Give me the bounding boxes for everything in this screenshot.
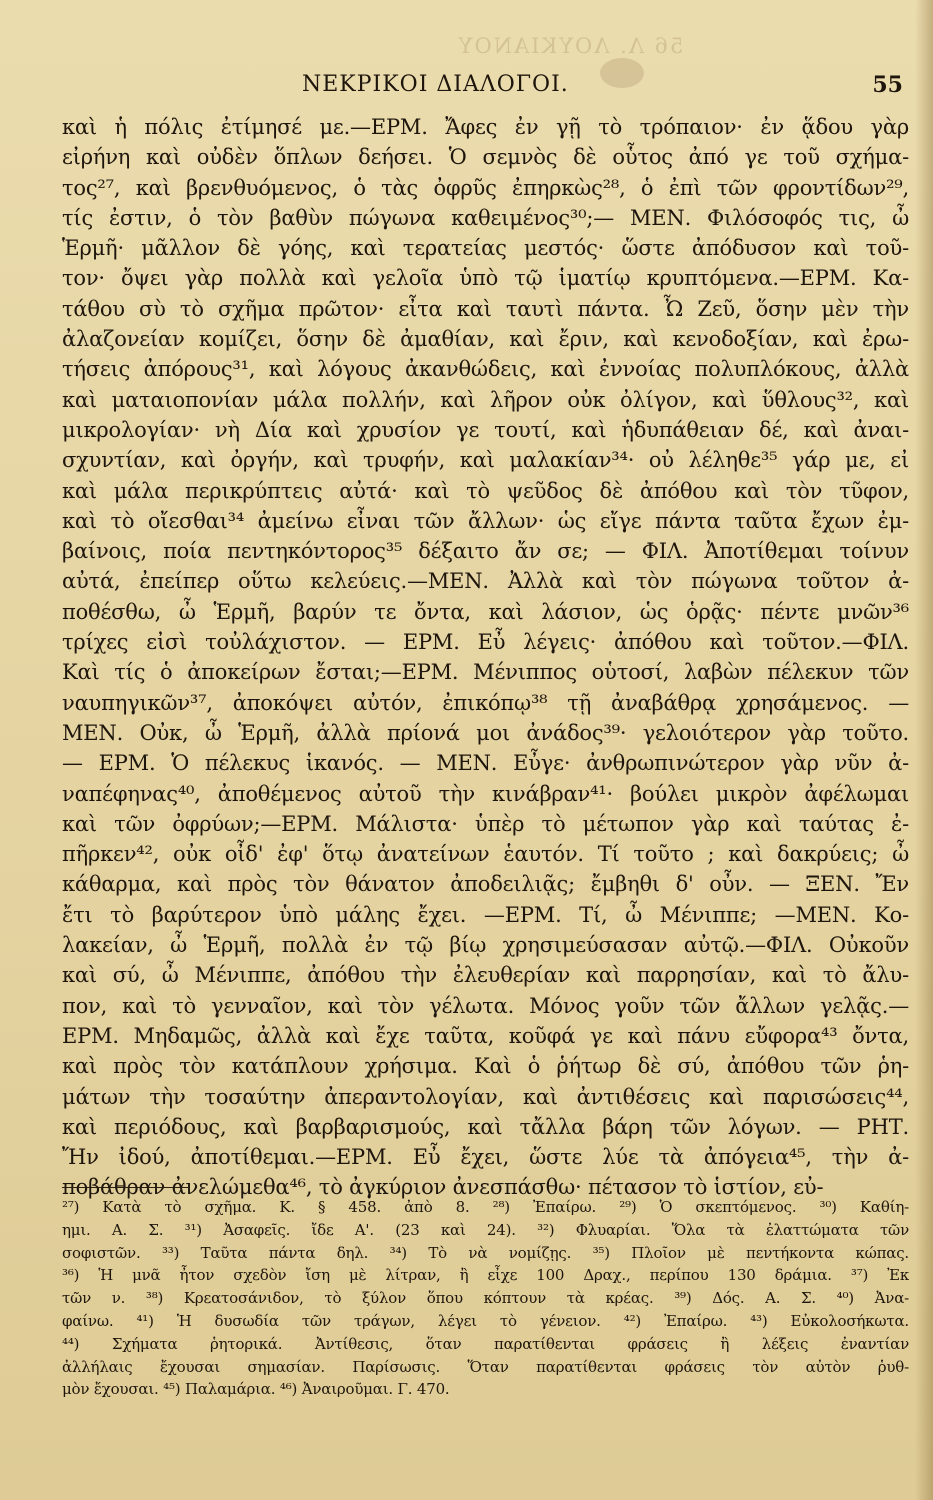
body-line: καὶ τὸ οἴεσθαι³⁴ ἀμείνω εἶναι τῶν ἄλλων· ὡς εἴγε πάντα ταῦτα ἔχων ἐμ- (62, 508, 909, 533)
body-line: καὶ τῶν ὀφρύων;—ΕΡΜ. Μάλιστα· ὑπὲρ τὸ μέτωπον γὰρ καὶ ταύτας ἐ- (62, 811, 909, 836)
footnote-line: ἀλλήλαις ἔχουσαι σημασίαν. Παρίσωσις. Ὅταν παρατίθενται φράσεις τὸν αὐτὸν ῥυθ- (62, 1357, 909, 1376)
body-line: τήσεις ἀπόρους³¹, καὶ λόγους ἀκανθώδεις, καὶ ἐννοίας πολυπλόκους, ἀλλὰ (62, 357, 909, 382)
body-line: βαίνοις, ποία πεντηκόντορος³⁵ δέξαιτο ἄν σε; — ΦΙΛ. Ἀποτίθεμαι τοίνυν (62, 539, 909, 564)
body-line: μάτων τὴν τοσαύτην ἀπεραντολογίαν, καὶ ἀντιθέσεις καὶ παρισώσεις⁴⁴, (62, 1084, 909, 1109)
body-line: καὶ ματαιοπονίαν μάλα πολλήν, καὶ λῆρον οὐκ ὀλίγον, καὶ ὕθλους³², καὶ (62, 387, 909, 412)
page-number: 55 (872, 72, 903, 98)
body-line: ποθέσθω, ὦ Ἑρμῆ, βαρύν τε ὄντα, καὶ λάσιον, ὡς ὁρᾷς· πέντε μνῶν³⁶ (62, 599, 909, 624)
body-line: μικρολογίαν· νὴ Δία καὶ χρυσίον γε τουτί, καὶ ἡδυπάθειαν δέ, καὶ ἀναι- (62, 417, 909, 442)
body-line: ποβάθραν ἀνελώμεθα⁴⁶, τὸ ἀγκύριον ἀνεσπάσθω· πέτασον τὸ ἱστίον, εὐ- (62, 1175, 824, 1200)
body-line: τρίχες εἰσὶ τοὐλάχιστον. — ΕΡΜ. Εὖ λέγεις· ἀπόθου καὶ τοῦτον.—ΦΙΛ. (62, 630, 909, 655)
footnote-line: σοφιστῶν. ³³) Ταῦτα πάντα δηλ. ³⁴) Τὸ νὰ νομίζῃς. ³⁵) Πλοῖον μὲ πεντήκοντα κώπας. (62, 1243, 909, 1262)
body-line: — ΕΡΜ. Ὁ πέλεκυς ἱκανός. — ΜΕΝ. Εὖγε· ἀνθρωπινώτερον γὰρ νῦν ἀ- (62, 751, 909, 776)
body-line: κάθαρμα, καὶ πρὸς τὸν θάνατον ἀποδειλιᾷς; ἔμβηθι δ' οὖν. — ΞΕΝ. Ἔν (62, 872, 909, 897)
body-line: τίς ἐστιν, ὁ τὸν βαθὺν πώγωνα καθειμένος³⁰;— ΜΕΝ. Φιλόσοφός τις, ὦ (62, 205, 909, 230)
footnote-line: ²⁷) Κατὰ τὸ σχῆμα. Κ. § 458. ἀπὸ 8. ²⁸) Ἐπαίρω. ²⁹) Ὁ σκεπτόμενος. ³⁰) Καθίη- (62, 1198, 909, 1216)
footnote-rule (62, 1187, 190, 1188)
body-line: καὶ σύ, ὦ Μένιππε, ἀπόθου τὴν ἐλευθερίαν καὶ παρρησίαν, καὶ τὸ ἄλυ- (62, 963, 909, 988)
body-line: αὐτά, ἐπείπερ οὕτω κελεύεις.—ΜΕΝ. Ἀλλὰ καὶ τὸν πώγωνα τοῦτον ἀ- (62, 569, 909, 594)
footnote-line: μὸν ἔχουσαι. ⁴⁵) Παλαμάρια. ⁴⁶) Ἀναιροῦμαι. Γ. 470. (62, 1380, 450, 1399)
footnote-line: τῶν ν. ³⁸) Κρεατοσάνιδον, τὸ ξύλον ὅπου κόπτουν τὰ κρέας. ³⁹) Δός. Α. Σ. ⁴⁰) Ἀνα- (62, 1289, 909, 1308)
body-line: τάθου σὺ τὸ σχῆμα πρῶτον· εἶτα καὶ ταυτὶ πάντα. Ὦ Ζεῦ, ὅσην μὲν τὴν (62, 296, 909, 321)
body-line: Καὶ τίς ὁ ἀποκείρων ἔσται;—ΕΡΜ. Μένιππος οὑτοσί, λαβὼν πέλεκυν τῶν (62, 660, 909, 685)
body-line: ἀλαζονείαν κομίζει, ὅσην δὲ ἀμαθίαν, καὶ ἔριν, καὶ κενοδοξίαν, καὶ ἐρω- (62, 327, 909, 352)
body-line: ΜΕΝ. Οὐκ, ὦ Ἑρμῆ, ἀλλὰ πρίονά μοι ἀνάδος³⁹· γελοιότερον γὰρ τοῦτο. (62, 720, 909, 745)
body-line: καὶ περιόδους, καὶ βαρβαρισμούς, καὶ τἄλλα βάρη τῶν λόγων. — ΡΗΤ. (62, 1114, 909, 1139)
body-line: Ἤν ἰδού, ἀποτίθεμαι.—ΕΡΜ. Εὖ ἔχει, ὥστε λύε τὰ ἀπόγεια⁴⁵, τὴν ἀ- (62, 1145, 909, 1170)
body-line: τος²⁷, καὶ βρενθυόμενος, ὁ τὰς ὀφρῦς ἐπηρκὼς²⁸, ὁ ἐπὶ τῶν φροντίδων²⁹, (62, 175, 909, 200)
footnote-line: φαίνω. ⁴¹) Ἡ δυσωδία τῶν τράγων, λέγει τὸ γένειον. ⁴²) Ἐπαίρω. ⁴³) Εὐκολοσήκωτα. (62, 1311, 909, 1330)
body-line: καὶ πρὸς τὸν κατάπλουν χρήσιμα. Καὶ ὁ ῥήτωρ δὲ σύ, ἀπόθου τῶν ῥη- (62, 1054, 909, 1079)
body-text (62, 112, 909, 1203)
body-line: ἔτι τὸ βαρύτερον ὑπὸ μάλης ἔχει. —ΕΡΜ. Τί, ὦ Μένιππε; —ΜΕΝ. Κο- (62, 902, 909, 927)
body-line: πῆρκεν⁴², οὐκ οἶδ' ἐφ' ὅτῳ ἀνατείνων ἑαυτόν. Τί τοῦτο ; καὶ δακρύεις; ὦ (62, 842, 909, 867)
body-line: ναυπηγικῶν³⁷, ἀποκόψει αὐτόν, ἐπικόπῳ³⁸ τῇ ἀναβάθρᾳ χρησάμενος. — (62, 690, 909, 715)
footnote-line: ⁴⁴) Σχήματα ῥητορικά. Ἀντίθεσις, ὅταν παρατίθενται φράσεις ἢ λέξεις ἐναντίαν (62, 1334, 909, 1353)
body-line: πον, καὶ τὸ γενναῖον, καὶ τὸν γέλωτα. Μόνος γοῦν τῶν ἄλλων γελᾷς.— (62, 993, 909, 1018)
body-line: καὶ μάλα περικρύπτεις αὐτά· καὶ τὸ ψεῦδος δὲ ἀπόθου καὶ τὸν τῦφον, (62, 478, 909, 503)
body-line: λακείαν, ὦ Ἑρμῆ, πολλὰ ἐν τῷ βίῳ χρησιμεύσασαν αὐτῷ.—ΦΙΛ. Οὐκοῦν (62, 933, 909, 958)
running-title: ΝΕΚΡΙΚΟΙ ΔΙΑΛΟΓΟΙ. (302, 72, 569, 97)
bleed-through-header: 56 Λ. ΛΟΥΚΙΑΝΟΥ (456, 34, 684, 58)
body-line: εἰρήνη καὶ οὐδὲν ὅπλων δεήσει. Ὁ σεμνὸς δὲ οὗτος ἀπό γε τοῦ σχήμα- (62, 145, 909, 170)
body-line: τον· ὄψει γὰρ πολλὰ καὶ γελοῖα ὑπὸ τῷ ἱματίῳ κρυπτόμενα.—ΕΡΜ. Κα- (62, 266, 909, 291)
body-line: Ἑρμῆ· μᾶλλον δὲ γόης, καὶ τερατείας μεστός· ὥστε ἀπόδυσον καὶ τοῦ- (62, 236, 909, 261)
body-line: ναπέφηνας⁴⁰, ἀποθέμενος αὐτοῦ τὴν κινάβραν⁴¹· βούλει μικρὸν ἀφέλωμαι (62, 781, 909, 806)
running-head (130, 72, 903, 106)
body-line: καὶ ἡ πόλις ἐτίμησέ με.—ΕΡΜ. Ἄφες ἐν γῇ τὸ τρόπαιον· ἐν ᾅδου γὰρ (62, 115, 909, 139)
body-line: ΕΡΜ. Μηδαμῶς, ἀλλὰ καὶ ἔχε ταῦτα, κοῦφά γε καὶ πάνυ εὔφορα⁴³ ὄντα, (62, 1023, 909, 1048)
footnote-line: ημι. Α. Σ. ³¹) Ἀσαφεῖς. ἴδε Α'. (23 καὶ 24). ³²) Φλυαρίαι. Ὅλα τὰ ἐλαττώματα τῶν (62, 1220, 909, 1239)
footnotes (62, 1196, 909, 1401)
body-line: σχυντίαν, καὶ ὀργήν, καὶ τρυφήν, καὶ μαλακίαν³⁴· οὐ λέληθε³⁵ γάρ με, εἰ (62, 448, 909, 473)
footnote-line: ³⁶) Ἡ μνᾶ ἦτον σχεδὸν ἴση μὲ λίτραν, ἢ εἶχε 100 Δραχ., περίπου 130 δράμια. ³⁷) Ἐκ (62, 1266, 909, 1285)
